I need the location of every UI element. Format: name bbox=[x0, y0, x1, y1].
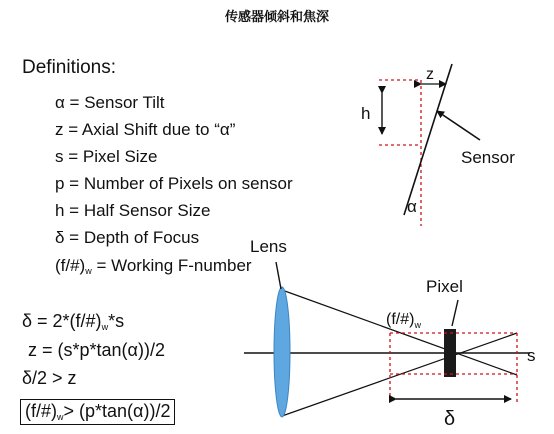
equation-condition: δ/2 > z bbox=[22, 368, 77, 388]
definition-depth-of-focus: δ = Depth of Focus bbox=[55, 228, 200, 247]
s-label: s bbox=[527, 346, 536, 365]
boxed-subscript: w bbox=[57, 412, 64, 422]
definition-pixel-count: p = Number of Pixels on sensor bbox=[55, 174, 293, 193]
alpha-label: α bbox=[407, 197, 417, 216]
sensor-pointer-arrow bbox=[437, 111, 480, 140]
fnumber-label bbox=[386, 311, 421, 330]
equation-1-right: *s bbox=[108, 311, 125, 331]
definition-pixel-size: s = Pixel Size bbox=[55, 147, 158, 166]
z-label: z bbox=[426, 66, 434, 83]
definition-half-sensor: h = Half Sensor Size bbox=[55, 201, 211, 220]
lens-label: Lens bbox=[250, 237, 287, 256]
definition-axial-shift: z = Axial Shift due to “α” bbox=[55, 120, 236, 139]
pixel-block bbox=[444, 329, 456, 377]
lens-shape bbox=[274, 287, 290, 417]
definition-sensor-tilt: α = Sensor Tilt bbox=[55, 93, 165, 112]
pixel-pointer-line bbox=[452, 300, 458, 326]
definitions-heading: Definitions: bbox=[22, 57, 116, 78]
fnumber-label-main: (f/#) bbox=[386, 311, 415, 328]
boxed-left: (f/#) bbox=[25, 401, 58, 421]
equation-1-left: δ = 2*(f/#) bbox=[22, 311, 102, 331]
delta-label: δ bbox=[444, 408, 456, 430]
equation-1-subscript: w bbox=[101, 322, 109, 332]
tilted-sensor-line bbox=[404, 64, 452, 215]
page-title: 传感器倾斜和焦深 bbox=[224, 9, 329, 24]
boxed-right: > (p*tan(α))/2 bbox=[63, 401, 171, 421]
fnumber-symbol: (f/#) bbox=[55, 256, 86, 275]
h-label: h bbox=[361, 104, 371, 123]
fnumber-subscript: w bbox=[85, 266, 92, 276]
pixel-label: Pixel bbox=[426, 277, 463, 296]
equation-axial-shift: z = (s*p*tan(α))/2 bbox=[28, 340, 165, 360]
lens-pointer-line bbox=[276, 262, 281, 289]
sensor-label: Sensor bbox=[461, 148, 515, 167]
fnumber-definition-text: = Working F-number bbox=[91, 256, 252, 275]
fnumber-label-subscript: w bbox=[414, 320, 421, 330]
